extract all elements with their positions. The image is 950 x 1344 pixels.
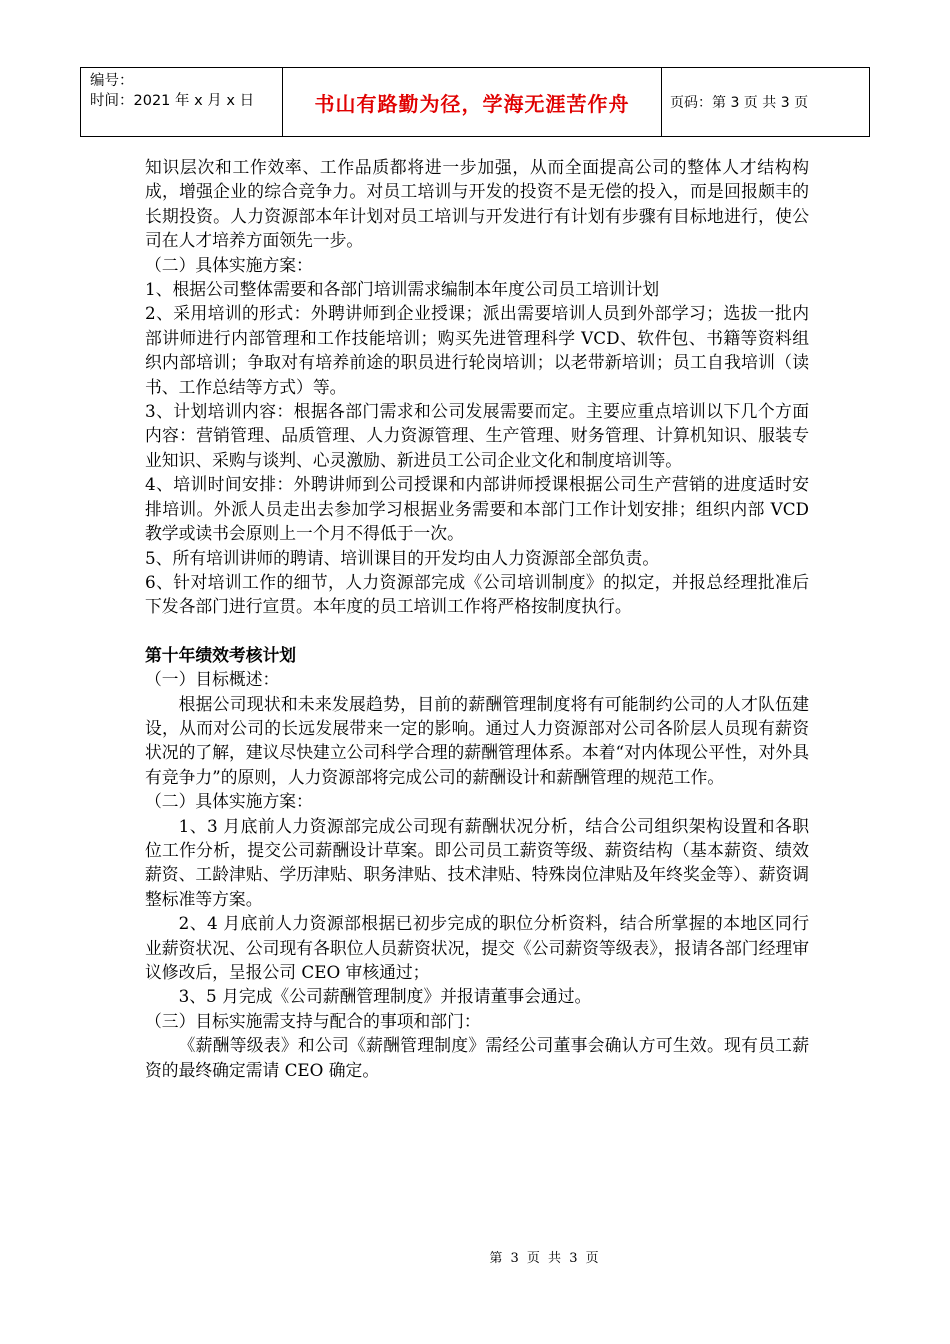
paragraph: （一）目标概述： [145,669,280,690]
header-page-info: 页码：第 3 页 共 3 页 [662,68,870,136]
paragraph: 3、5 月完成《公司薪酬管理制度》并报请董事会通过。 [178,986,592,1007]
paragraph: 6、针对培训工作的细节，人力资源部完成《公司培训制度》的拟定，并报总经理批准后下发各部门进行宣贯。本年度的员工培训工作将严格按制度执行。 [145,571,809,617]
paragraph: 2、采用培训的形式：外聘讲师到企业授课；派出需要培训人员到外部学习；选拔一批内部讲师进行内部管理和工作技能培训；购买先进管理科学 VCD、软件包、书籍等资料组织内部培训；争取对有培养前途的职员进行轮岗培训；以老带新培训；员工自我培训（读书、工作总结等方式）等。 [145,303,809,397]
paragraph: 3、计划培训内容：根据各部门需求和公司发展需要而定。主要应重点培训以下几个方面内容：营销管理、品质管理、人力资源管理、生产管理、财务管理、计算机知识、服装专业知识、采购与谈判、心灵激励、新进员工公司企业文化和制度培训等。 [145,401,809,470]
header-motto: 书山有路勤为径，学海无涯苦作舟 [283,68,662,136]
section-title: 第十年绩效考核计划 [145,644,297,665]
page-footer: 第 3 页 共 3 页 [489,1251,601,1266]
document-header [80,67,870,137]
paragraph: （二）具体实施方案： [145,791,313,812]
paragraph: （三）目标实施需支持与配合的事项和部门： [145,1010,481,1031]
paragraph: 《薪酬等级表》和公司《薪酬管理制度》需经公司董事会确认方可生效。现有员工薪资的最终确定需请 CEO 确定。 [145,1035,809,1080]
header-meta [80,68,283,136]
paragraph: 1、根据公司整体需要和各部门培训需求编制本年度公司员工培训计划 [145,279,660,300]
paragraph: 2、4 月底前人力资源部根据已初步完成的职位分析资料，结合所掌握的本地区同行业薪资状况、公司现有各职位人员薪资状况，提交《公司薪资等级表》，报请各部门经理审议修改后，呈报公司 CEO 审核通过； [145,913,809,982]
paragraph: 根据公司现状和未来发展趋势，目前的薪酬管理制度将有可能制约公司的人才队伍建设，从而对公司的长远发展带来一定的影响。通过人力资源部对公司各阶层人员现有薪资状况的了解，建议尽快建立公司科学合理的薪酬管理体系。本着“对内体现公平性，对外具有竞争力”的原则，人力资源部将完成公司的薪酬设计和薪酬管理的规范工作。 [145,693,809,787]
paragraph: 1、3 月底前人力资源部完成公司现有薪酬状况分析，结合公司组织架构设置和各职位工作分析，提交公司薪酬设计草案。即公司员工薪资等级、薪资结构（基本薪资、绩效薪资、工龄津贴、学历津贴、职务津贴、技术津贴、特殊岗位津贴及年终奖金等）、薪资调整标准等方案。 [145,815,809,909]
paragraph: 5、所有培训讲师的聘请、培训课目的开发均由人力资源部全部负责。 [145,547,660,568]
paragraph: 知识层次和工作效率、工作品质都将进一步加强，从而全面提高公司的整体人才结构构成，增强企业的综合竞争力。对员工培训与开发的投资不是无偿的投入，而是回报颇丰的长期投资。人力资源部本年计划对员工培训与开发进行有计划有步骤有目标地进行，使公司在人才培养方面领先一步。 [145,157,809,251]
document-body [145,155,809,1082]
document-number-label: 编号： [90,73,134,89]
document-date: 时间：2021 年 x 月 x 日 [90,93,255,109]
paragraph: 4、培训时间安排：外聘讲师到公司授课和内部讲师授课根据公司生产营销的进度适时安排培训。外派人员走出去参加学习根据业务需要和本部门工作计划安排；组织内部 VCD 教学或读书会原则上一个月不得低于一次。 [145,474,809,544]
paragraph: （二）具体实施方案： [145,254,313,275]
